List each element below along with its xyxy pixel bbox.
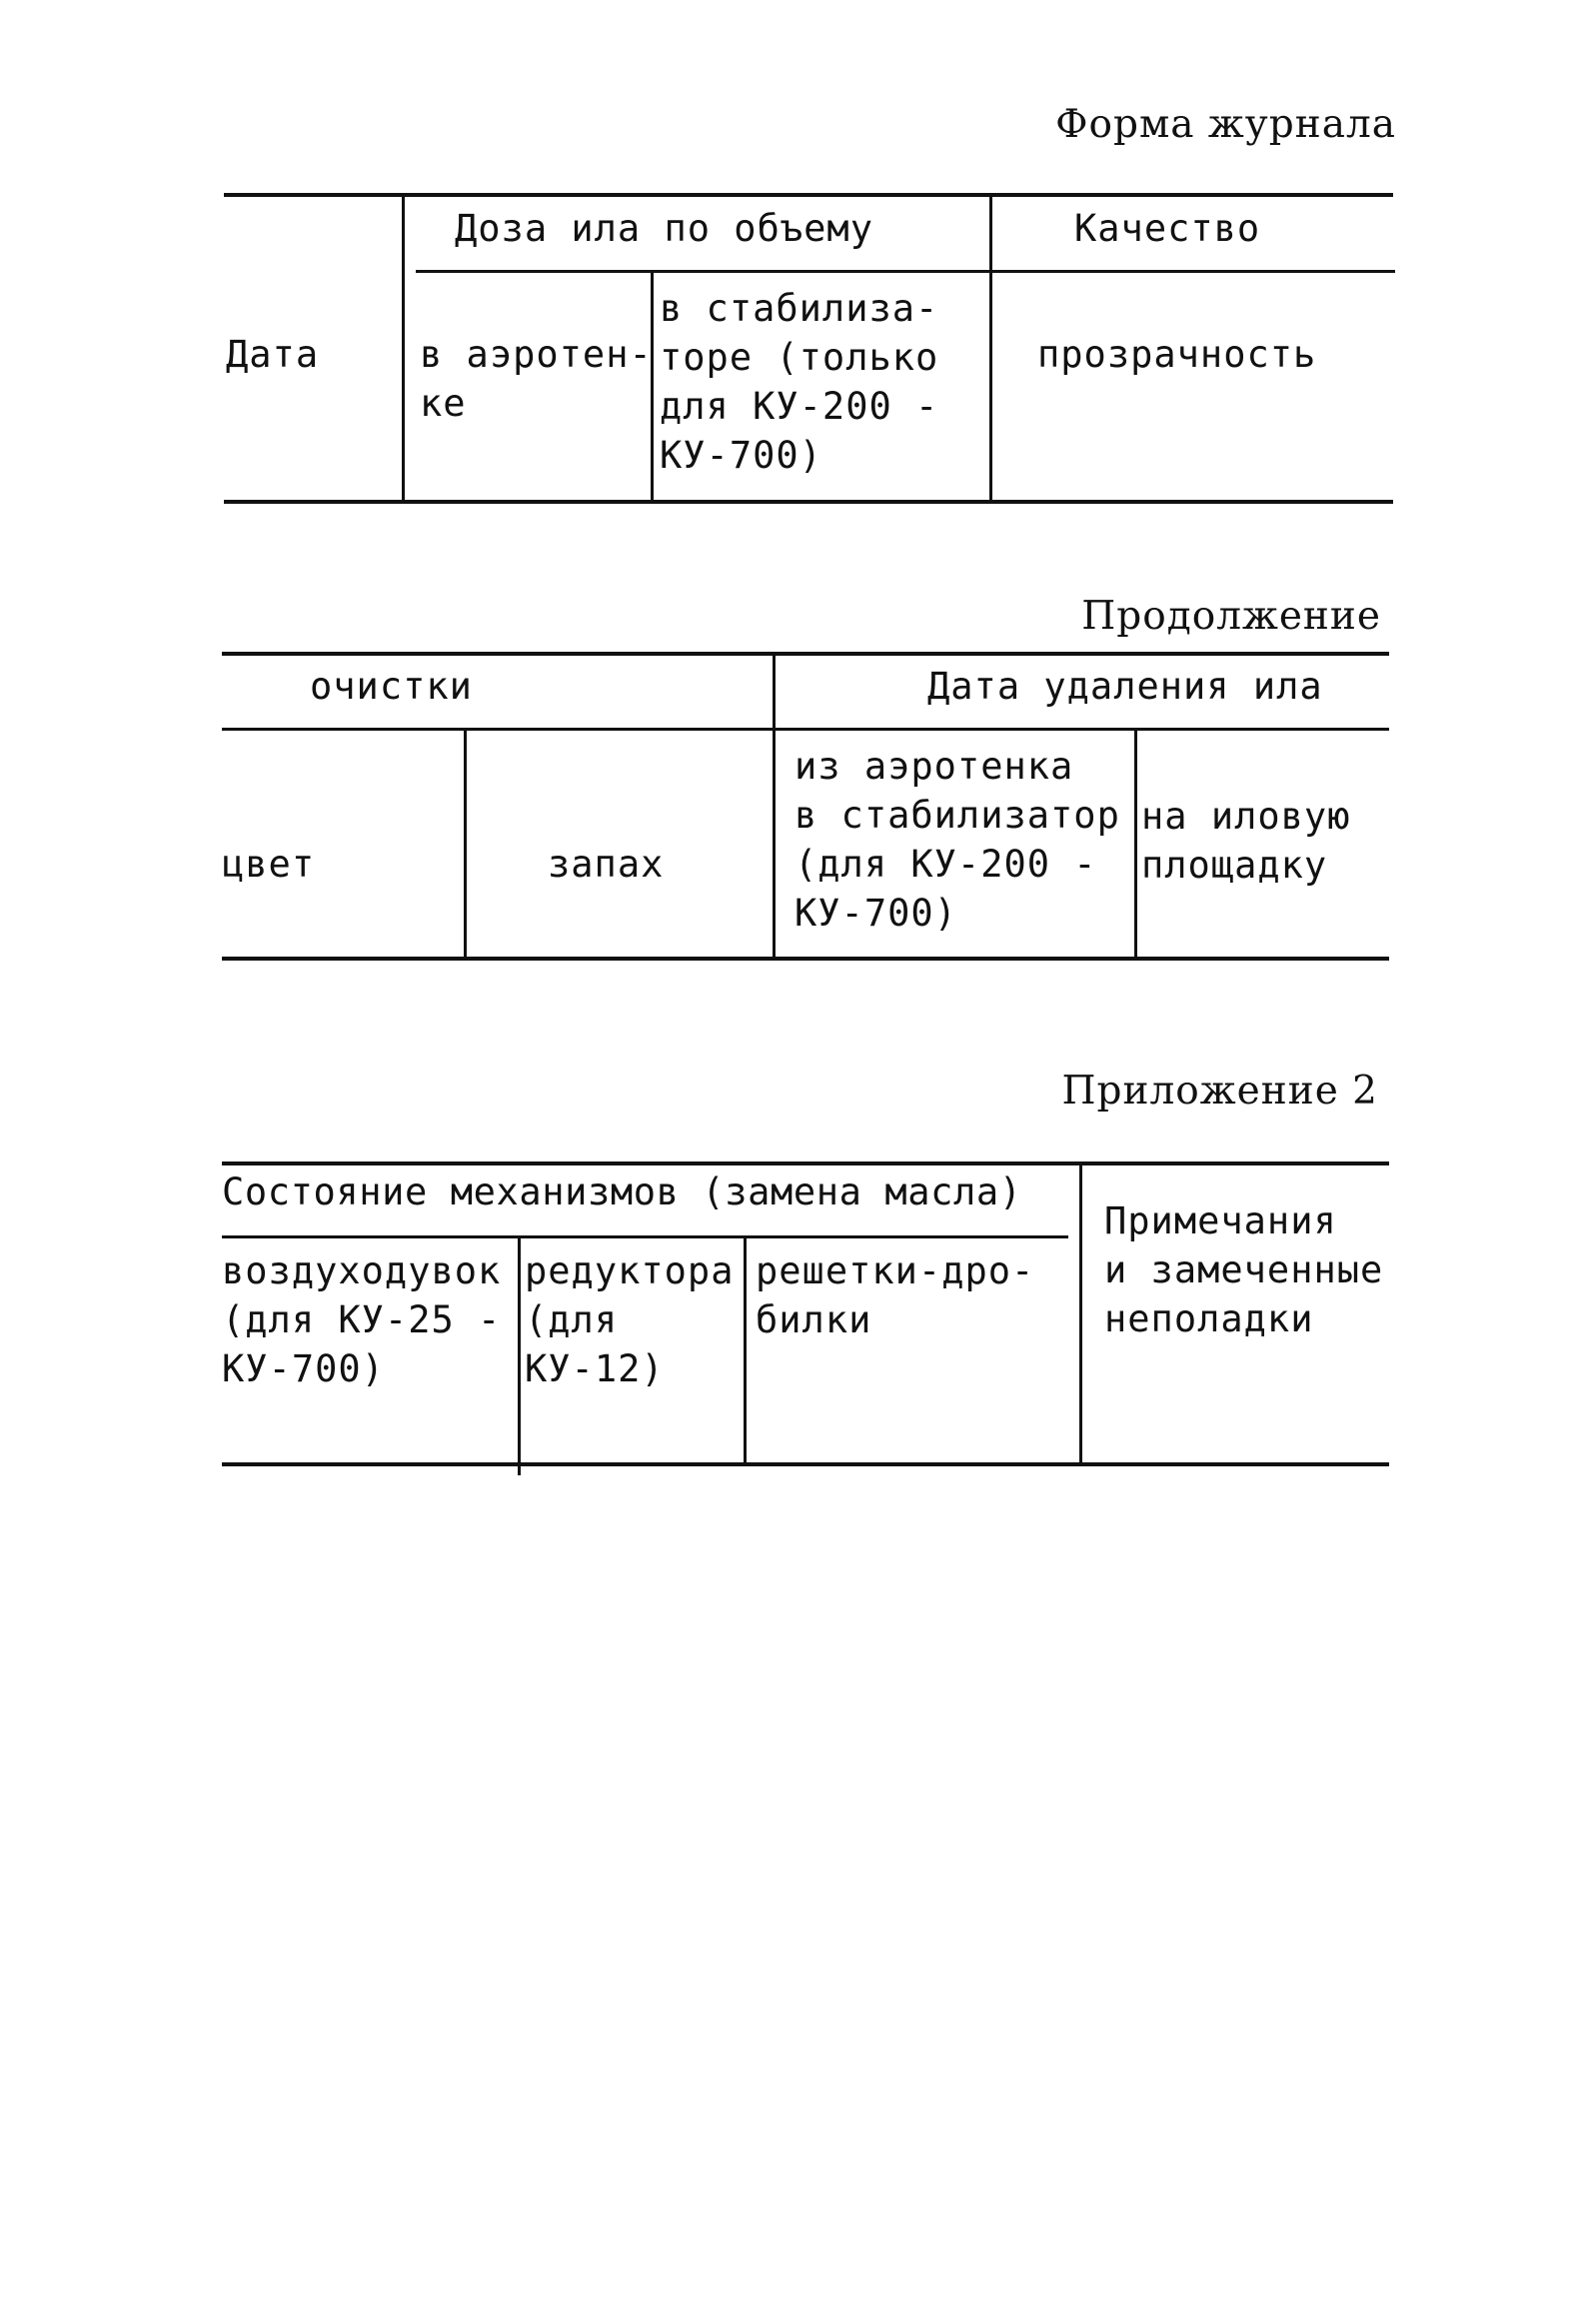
header-grates: решетки-дро- билки: [756, 1249, 1035, 1341]
header-dose-aerotank: в аэротен- ке: [420, 333, 653, 425]
header-cleaning-group: очистки: [310, 665, 473, 708]
table1-col-divider-1: [402, 193, 405, 503]
header-reducers: редуктора (для КУ-12): [525, 1249, 735, 1390]
table3-bottom-rule: [222, 1462, 1389, 1466]
table1-mid-rule: [416, 270, 1395, 273]
table2-col-divider-2: [773, 652, 776, 960]
header-blowers: воздуходувок (для КУ-25 - КУ-700): [222, 1249, 502, 1390]
table3-top-rule: [222, 1161, 1389, 1165]
table3-col-divider-3: [1079, 1161, 1082, 1464]
table3-col-divider-1: [518, 1235, 521, 1475]
table2-mid-rule: [222, 728, 1389, 731]
header-removal-from-aerotank: из аэротенка в стабилизатор (для КУ-200 - КУ-700): [795, 745, 1120, 935]
header-removal-to-site: на иловую площадку: [1141, 795, 1351, 887]
header-quality-group: Качество: [1074, 207, 1261, 250]
table3-caption: Приложение 2: [1061, 1069, 1378, 1114]
header-mechanisms-group: Состояние механизмов (замена масла): [222, 1170, 1022, 1213]
table2-col-divider-3: [1134, 728, 1137, 960]
header-date: Дата: [226, 333, 320, 376]
table2-col-divider-1: [464, 728, 467, 960]
table1-caption: Форма журнала: [1055, 102, 1396, 147]
table1-bottom-rule: [224, 500, 1393, 504]
table1-top-rule: [224, 193, 1393, 197]
header-transparency: прозрачность: [1037, 333, 1317, 376]
header-smell: запах: [548, 843, 665, 886]
header-notes: Примечания и замеченные неполадки: [1104, 1199, 1384, 1340]
table1-col-divider-3: [989, 193, 992, 503]
header-color: цвет: [222, 843, 316, 886]
table2-caption: Продолжение: [1081, 594, 1381, 639]
header-dose-group: Доза ила по объему: [455, 207, 873, 250]
table2-bottom-rule: [222, 957, 1389, 961]
table3-mid-rule: [222, 1235, 1068, 1238]
header-dose-stabilizer: в стабилиза- торе (только для КУ-200 - КУ-700): [660, 287, 939, 477]
header-removal-group: Дата удаления ила: [927, 665, 1323, 708]
table3-col-divider-2: [744, 1235, 747, 1464]
table2-top-rule: [222, 652, 1389, 656]
